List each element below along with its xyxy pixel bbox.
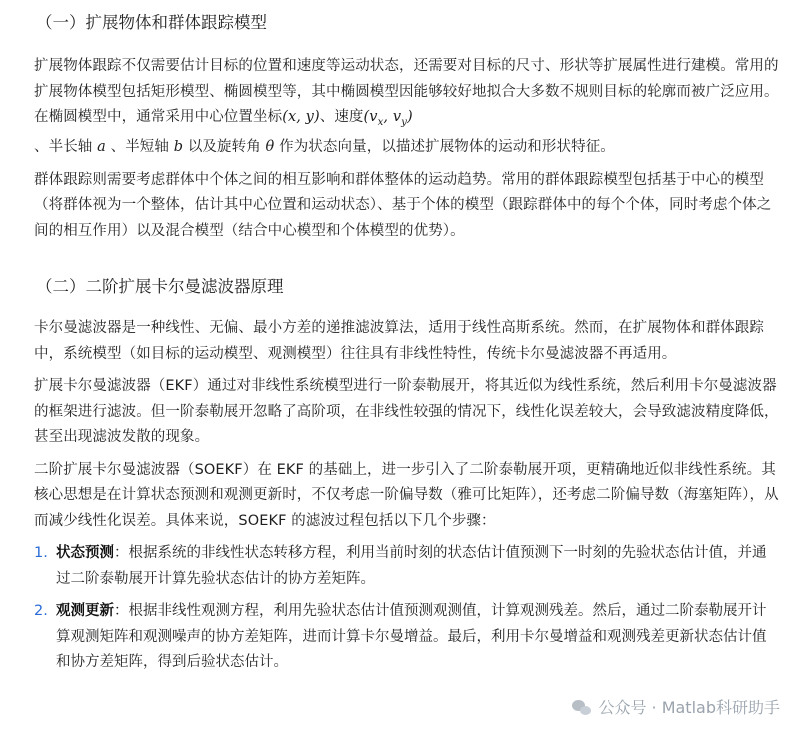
math-sub: y (401, 116, 407, 128)
list-item-state-prediction (34, 541, 780, 592)
text-run: 扩展物体跟踪不仅需要估计目标的位置和速度等运动状态，还需要对目标的尺寸、形状等扩展属性进行建模。常用的扩展物体模型包括矩形模型、椭圆模型等，其中椭圆模型因能够较好地拟合大多数不规则目标的轮廓而被广泛应用。在椭圆模型中，通常采用中心位置坐标 (34, 58, 779, 125)
math-velocity: ($v_x$, $v_y$) (363, 109, 413, 128)
section-heading-extended-object-models: （一）扩展物体和群体跟踪模型 (36, 13, 267, 32)
paragraph-kalman-filter: 卡尔曼滤波器是一种线性、无偏、最小方差的递推滤波算法，适用于线性高斯系统。然而，在扩展物体和群体跟踪中，系统模型（如目标的运动模型、观测模型）往往具有非线性特性，传统卡尔曼滤波器不再适用。 (34, 320, 764, 362)
math-semi-major-axis: a (97, 139, 106, 156)
paragraph-ekf: 扩展卡尔曼滤波器（EKF）通过对非线性系统模型进行一阶泰勒展开，将其近似为线性系统，然后利用卡尔曼滤波器的框架进行滤波。但一阶泰勒展开忽略了高阶项，在非线性较强的情况下，线性化误差较大，会导致滤波精度降低，甚至出现滤波发散的现象。 (34, 378, 779, 446)
math-var: v (392, 109, 402, 125)
paragraph-extended-object-tracking (34, 54, 780, 161)
wechat-icon (572, 698, 592, 716)
text-run: 、速度 (319, 109, 364, 125)
list-number: 1. (34, 545, 48, 562)
math-position-xy: (x, y) (282, 109, 320, 125)
text-run: 、半短轴 (110, 139, 169, 156)
soekf-steps-list (34, 541, 780, 676)
step-title: 观测更新 (56, 603, 114, 620)
math-semi-minor-axis: b (173, 139, 184, 156)
text-run: 作为状态向量，以描述扩展物体的运动和形状特征。 (279, 139, 615, 156)
math-sub: x (377, 116, 384, 128)
paragraph-soekf: 二阶扩展卡尔曼滤波器（SOEKF）在 EKF 的基础上，进一步引入了二阶泰勒展开项，更精确地近似非线性系统。其核心思想是在计算状态预测和观测更新时，不仅考虑一阶偏导数（雅可比矩阵），还考虑二阶偏导数（海塞矩阵），从而减少线性化误差。具体来说，SOEKF 的滤波过程包括以下几个步骤： (34, 461, 779, 529)
paragraph-group-tracking: 群体跟踪则需要考虑群体中个体之间的相互影响和群体整体的运动趋势。常用的群体跟踪模型包括基于中心的模型（将群体视为一个整体，估计其中心位置和运动状态）、基于个体的模型（跟踪群体中的每个个体，同时考虑个体之间的相互作用）以及混合模型（结合中心模型和个体模型的优势）。 (34, 171, 772, 239)
text-run: 以及旋转角 (187, 139, 261, 156)
section-heading-soekf-principle: （二）二阶扩展卡尔曼滤波器原理 (36, 277, 284, 297)
text-run: 、半长轴 (34, 139, 93, 156)
watermark (572, 695, 780, 718)
watermark-text: 公众号 · Matlab科研助手 (598, 698, 780, 717)
list-item-observation-update (34, 599, 780, 676)
step-text: ：根据非线性观测方程，利用先验状态估计值预测观测值，计算观测残差。然后，通过二阶泰勒展开计算观测矩阵和观测噪声的协方差矩阵，进而计算卡尔曼增益。最后，利用卡尔曼增益和观测残差更新状态估计值和协方差矩阵，得到后验状态估计。 (56, 603, 767, 671)
article-body (34, 10, 780, 683)
math-rotation-angle: θ (265, 139, 275, 156)
step-title: 状态预测 (56, 545, 114, 562)
math-var: v (369, 109, 378, 125)
step-text: ：根据系统的非线性状态转移方程，利用当前时刻的状态估计值预测下一时刻的先验状态估计值，并通过二阶泰勒展开计算先验状态估计的协方差矩阵。 (56, 545, 767, 587)
list-number: 2. (34, 603, 48, 620)
